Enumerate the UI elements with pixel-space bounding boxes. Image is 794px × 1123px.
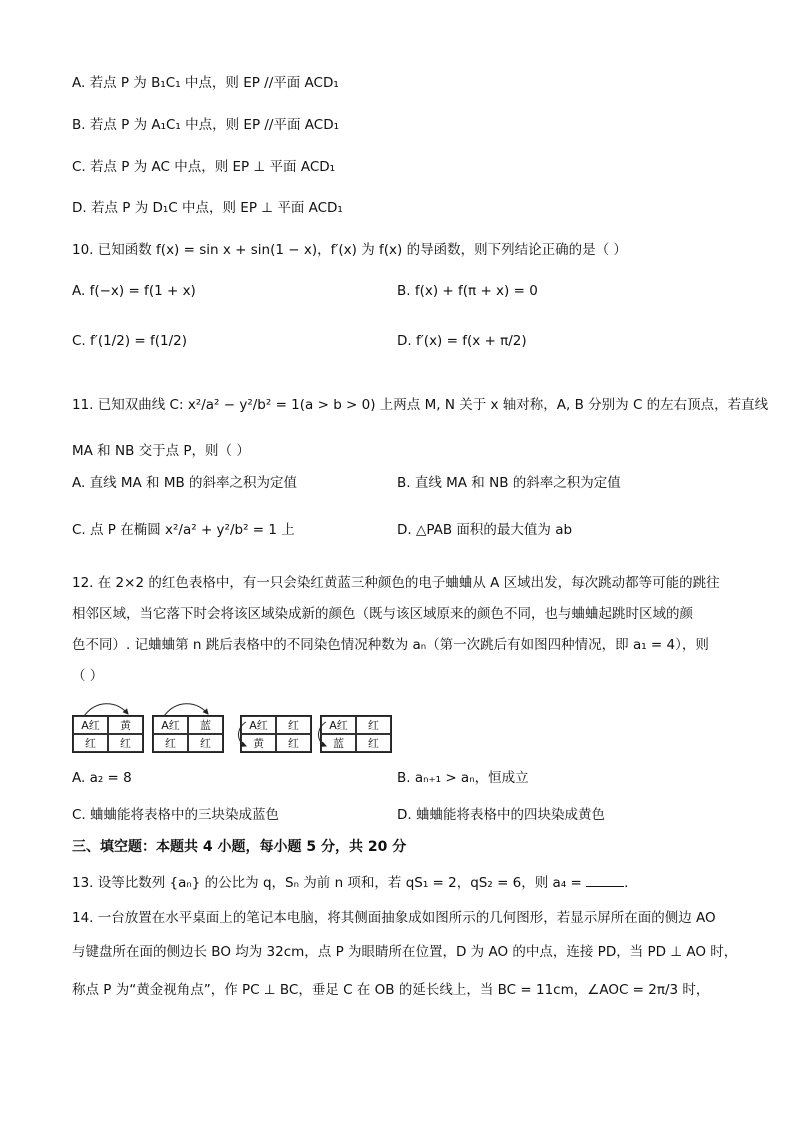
grid-cell: 蓝 [188,716,223,734]
q11-option-a: A. 直线 MA 和 MB 的斜率之积为定值 [72,475,298,491]
q11-option-d: D. △PAB 面积的最大值为 ab [397,522,573,538]
q12-stem-line4: （ ） [72,668,104,684]
grid-cell: 蓝 [321,734,356,752]
q12-jump-arrows [60,696,400,756]
q13-text: 13. 设等比数列 {aₙ} 的公比为 q，Sₙ 为前 n 项和，若 qS₁ = 2，qS₂ = 6，则 a₄ = [72,875,582,891]
answer-blank[interactable] [586,872,624,887]
q10-option-d: D. f′(x) = f(x + π/2) [397,333,527,349]
grid-cell: 红 [108,734,143,752]
grid-cell: 红 [188,734,223,752]
grid-cell: 红 [73,734,108,752]
q11-option-c: C. 点 P 在椭圆 x²/a² + y²/b² = 1 上 [72,522,295,538]
grid-cell: 红 [356,716,391,734]
q9-option-b: B. 若点 P 为 A₁C₁ 中点，则 EP //平面 ACD₁ [72,117,340,133]
q9-option-a: A. 若点 P 为 B₁C₁ 中点，则 EP //平面 ACD₁ [72,75,339,91]
q14-line3: 称点 P 为“黄金视角点”，作 PC ⊥ BC，垂足 C 在 OB 的延长线上，当 BC = 11cm，∠AOC = 2π/3 时， [72,982,710,998]
q11-option-b: B. 直线 MA 和 NB 的斜率之积为定值 [397,475,621,491]
q12-stem-line3: 色不同）. 记蛐蛐第 n 跳后表格中的不同染色情况种数为 aₙ（第一次跳后有如图四种情况，即 a₁ = 4），则 [72,637,709,653]
q13-stem [72,872,628,893]
jump-arrow [164,704,208,716]
grid-cell: 红 [356,734,391,752]
section-heading: 三、填空题：本题共 4 小题，每小题 5 分，共 20 分 [72,839,407,855]
q13-period: . [624,875,629,891]
grid-cell: 红 [276,716,311,734]
jump-arrow [319,722,327,746]
grid-cell: A红 [321,716,356,734]
q14-line2: 与键盘所在面的侧边长 BO 均为 32cm，点 P 为眼睛所在位置，D 为 AO 的中点，连接 PD，当 PD ⊥ AO 时， [72,944,738,960]
q14-line1: 14. 一台放置在水平桌面上的笔记本电脑，将其侧面抽象成如图所示的几何图形，若显示屏所在面的侧边 AO [72,910,716,926]
q12-option-a: A. a₂ = 8 [72,770,132,786]
q10-stem: 10. 已知函数 f(x) = sin x + sin(1 − x)，f′(x) 为 f(x) 的导函数，则下列结论正确的是（ ） [72,242,627,258]
grid-cell: A红 [153,716,188,734]
q12-stem-line1: 12. 在 2×2 的红色表格中，有一只会染红黄蓝三种颜色的电子蛐蛐从 A 区域出发，每次跳动都等可能的跳往 [72,575,720,591]
grid-cell: A红 [73,716,108,734]
q12-option-d: D. 蛐蛐能将表格中的四块染成黄色 [397,807,605,823]
grid-cell: A红 [241,716,276,734]
q9-option-d: D. 若点 P 为 D₁C 中点，则 EP ⊥ 平面 ACD₁ [72,200,343,216]
q11-stem-line1: 11. 已知双曲线 C: x²/a² − y²/b² = 1(a > b > 0) 上两点 M, N 关于 x 轴对称，A, B 分别为 C 的左右顶点，若直线 [72,397,769,413]
q11-stem-line2: MA 和 NB 交于点 P，则（ ） [72,443,250,459]
q12-option-c: C. 蛐蛐能将表格中的三块染成蓝色 [72,807,280,823]
grid-cell: 黄 [241,734,276,752]
grid-cell: 黄 [108,716,143,734]
jump-arrow [239,722,247,746]
q9-option-c: C. 若点 P 为 AC 中点，则 EP ⊥ 平面 ACD₁ [72,159,336,175]
q10-option-b: B. f(x) + f(π + x) = 0 [397,283,538,299]
grid-cell: 红 [276,734,311,752]
jump-arrow [84,704,128,716]
q12-option-b: B. aₙ₊₁ > aₙ，恒成立 [397,770,529,786]
q12-stem-line2: 相邻区域，当它落下时会将该区域染成新的颜色（既与该区域原来的颜色不同，也与蛐蛐起跳时区域的颜 [72,606,693,622]
q10-option-c: C. f′(1/2) = f(1/2) [72,333,187,349]
grid-cell: 红 [153,734,188,752]
q10-option-a: A. f(−x) = f(1 + x) [72,283,196,299]
